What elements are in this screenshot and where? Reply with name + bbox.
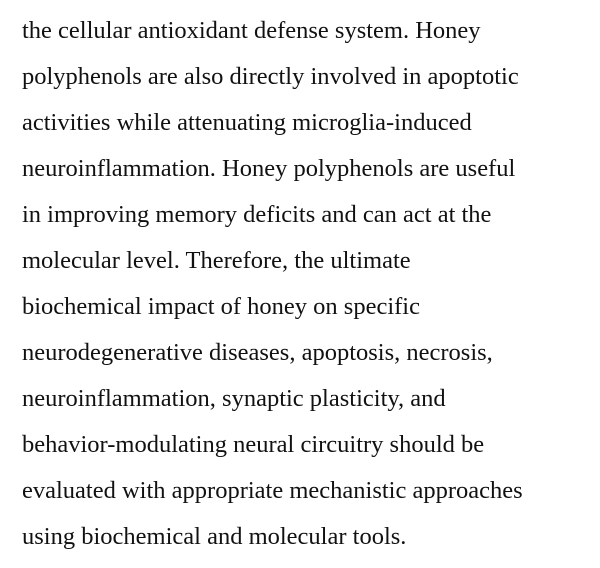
text-line-3: activities while attenuating microglia-induced [22, 109, 472, 136]
document-paragraph [22, 8, 592, 560]
text-line-6: molecular level. Therefore, the ultimate [22, 247, 411, 274]
text-line-5: in improving memory deficits and can act at the [22, 201, 492, 228]
text-line-12: using biochemical and molecular tools. [22, 523, 407, 550]
text-line-7: biochemical impact of honey on specific [22, 293, 420, 320]
text-line-9: neuroinflammation, synaptic plasticity, and [22, 385, 446, 412]
text-line-1: the cellular antioxidant defense system. Honey [22, 17, 481, 44]
text-line-4: neuroinflammation. Honey polyphenols are useful [22, 155, 516, 182]
text-line-2: polyphenols are also directly involved in apoptotic [22, 63, 519, 90]
text-line-11: evaluated with appropriate mechanistic approaches [22, 477, 523, 504]
text-line-8: neurodegenerative diseases, apoptosis, necrosis, [22, 339, 493, 366]
text-line-10: behavior-modulating neural circuitry should be [22, 431, 485, 458]
